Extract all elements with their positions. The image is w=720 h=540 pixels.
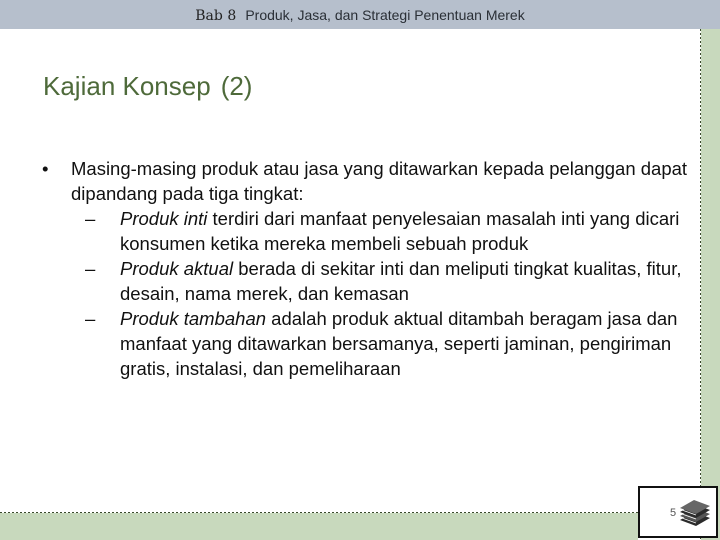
term-actual-product: Produk aktual: [120, 258, 234, 279]
slide-title-number: (2): [220, 71, 253, 101]
sub-item-text: berada di sekitar inti dan meliputi tingkat kualitas, fitur, desain, nama merek, dan kemasan: [120, 258, 682, 304]
chapter-subtitle: Produk, Jasa, dan Strategi Penentuan Merek: [245, 7, 525, 23]
bullet-marker: •: [42, 158, 49, 179]
bullet-item: [42, 156, 692, 206]
sub-item-core-product: [42, 206, 692, 256]
dash-marker: –: [85, 308, 96, 329]
dash-marker: –: [85, 258, 96, 279]
chapter-label: Bab 8: [195, 8, 237, 24]
header-text: [0, 5, 720, 24]
header-bar: [0, 0, 720, 29]
page-number: 5: [670, 507, 677, 519]
term-augmented-product: Produk tambahan: [120, 308, 267, 329]
sub-item-actual-product: [42, 256, 692, 306]
slide-content: [42, 156, 692, 381]
stacked-books-icon: [674, 498, 714, 528]
footer-logo-box: [638, 486, 718, 538]
slide-title: [43, 71, 252, 102]
bottom-panel: [0, 513, 638, 540]
bullet-text: Masing-masing produk atau jasa yang ditawarkan kepada pelanggan dapat dipandang pada tiga tingkat:: [71, 158, 688, 204]
right-side-panel: [701, 29, 720, 540]
sub-item-text: adalah produk aktual ditambah beragam jasa dan manfaat yang ditawarkan bersamanya, seperti jaminan, pengiriman gratis, instalasi, dan pemeliharaan: [120, 308, 678, 379]
sub-item-text: terdiri dari manfaat penyelesaian masalah inti yang dicari konsumen ketika mereka membeli sebuah produk: [120, 208, 680, 254]
slide-title-text: Kajian Konsep: [43, 71, 211, 101]
term-core-product: Produk inti: [120, 208, 208, 229]
dash-marker: –: [85, 208, 96, 229]
sub-item-augmented-product: [42, 306, 692, 381]
